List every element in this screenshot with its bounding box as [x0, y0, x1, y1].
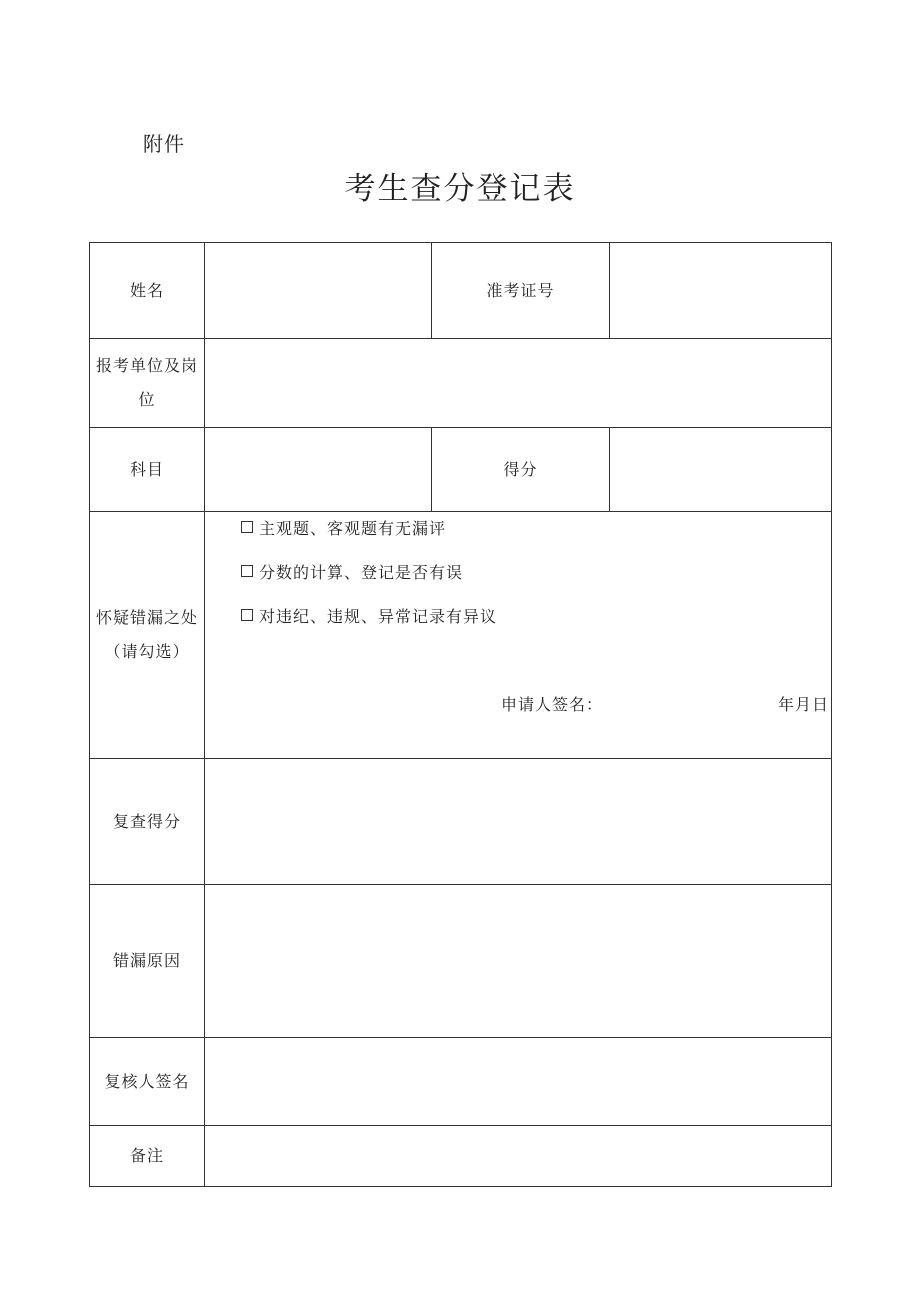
- option-missed-grading[interactable]: [241, 516, 446, 539]
- row-recheck-score: [90, 759, 832, 885]
- remarks-field[interactable]: [205, 1126, 832, 1187]
- suspect-label-line1: 怀疑错漏之处: [95, 608, 198, 627]
- subject-label: 科目: [90, 428, 205, 512]
- option-score-calculation[interactable]: [241, 560, 463, 583]
- suspect-options-cell: [205, 512, 832, 759]
- applicant-signature-label: 申请人签名：: [501, 695, 604, 714]
- checkbox-icon[interactable]: [241, 609, 253, 621]
- date-label: 年月日: [777, 695, 829, 714]
- checkbox-icon[interactable]: [241, 565, 253, 577]
- row-suspect: [90, 512, 832, 759]
- row-remarks: [90, 1126, 832, 1187]
- unit-post-label-line2: 位: [138, 390, 156, 409]
- name-label: 姓名: [90, 243, 205, 339]
- unit-post-label-line1: 报考单位及岗: [95, 356, 198, 375]
- row-unit-post: [90, 339, 832, 428]
- score-label: 得分: [432, 428, 610, 512]
- form-title: 考生查分登记表: [344, 171, 576, 207]
- recheck-score-label: 复查得分: [90, 759, 205, 885]
- option-label: 分数的计算、登记是否有误: [259, 563, 464, 582]
- exam-no-field[interactable]: [610, 243, 832, 339]
- option-violation-record[interactable]: [241, 604, 497, 627]
- checkbox-icon[interactable]: [241, 521, 253, 533]
- row-subject: [90, 428, 832, 512]
- option-label: 对违纪、违规、异常记录有异议: [259, 607, 498, 626]
- suspect-label-line2: （请勾选）: [104, 642, 190, 661]
- unit-post-label: [90, 339, 205, 428]
- suspect-label: [90, 512, 205, 759]
- registration-form-table: [89, 242, 832, 1187]
- error-reason-field[interactable]: [205, 885, 832, 1038]
- remarks-label: 备注: [90, 1126, 205, 1187]
- option-label: 主观题、客观题有无漏评: [259, 519, 447, 538]
- row-name: [90, 243, 832, 339]
- error-reason-label: 错漏原因: [90, 885, 205, 1038]
- row-error-reason: [90, 885, 832, 1038]
- attachment-label: 附件: [143, 132, 185, 156]
- name-field[interactable]: [205, 243, 432, 339]
- row-reviewer-sign: [90, 1038, 832, 1126]
- exam-no-label: 准考证号: [432, 243, 610, 339]
- subject-field[interactable]: [205, 428, 432, 512]
- score-field[interactable]: [610, 428, 832, 512]
- recheck-score-field[interactable]: [205, 759, 832, 885]
- reviewer-signature-label: 复核人签名: [90, 1038, 205, 1126]
- reviewer-signature-field[interactable]: [205, 1038, 832, 1126]
- unit-post-field[interactable]: [205, 339, 832, 428]
